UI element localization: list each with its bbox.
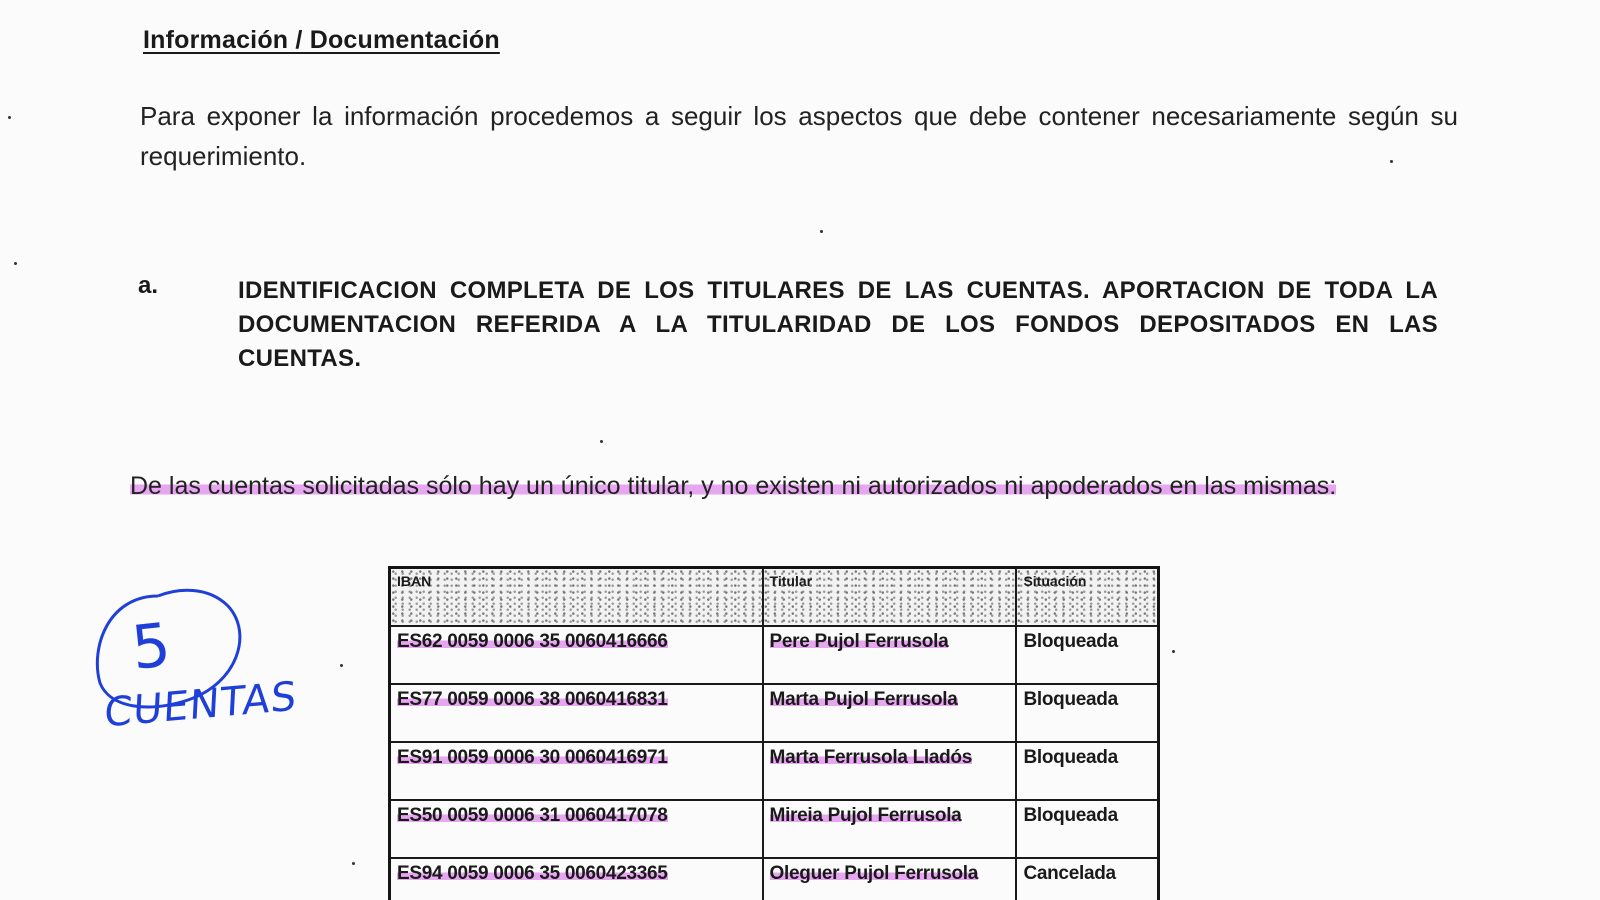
holder-cell: Marta Ferrusola Lladós [763, 742, 1017, 800]
scan-speck [14, 262, 17, 265]
column-header-status: Situación [1016, 568, 1158, 627]
list-item-text: IDENTIFICACION COMPLETA DE LOS TITULARES DE LAS CUENTAS. APORTACION DE TODA LA DOCUMENTACION REFERIDA A LA TITULARIDAD DE LOS FONDOS DEPOSITADOS EN LAS CUENTAS. [238, 277, 1438, 372]
table-row [390, 742, 1159, 800]
scan-speck [1390, 160, 1393, 163]
table-row [390, 684, 1159, 742]
section-heading: Información / Documentación [143, 26, 500, 54]
scan-speck [352, 862, 355, 865]
intro-paragraph: Para exponer la información procedemos a seguir los aspectos que debe contener necesariamente según su requerimiento. [140, 101, 1458, 171]
scan-speck [8, 116, 11, 119]
holder-cell: Pere Pujol Ferrusola [763, 626, 1017, 684]
list-item-letter: a. [138, 272, 159, 299]
column-header-iban: IBAN [390, 568, 763, 627]
iban-cell: ES50 0059 0006 31 0060417078 [390, 800, 763, 858]
holder-cell: Oleguer Pujol Ferrusola [763, 858, 1017, 900]
scan-speck [600, 440, 603, 443]
status-cell: Bloqueada [1016, 684, 1158, 742]
handwritten-number: 5 [128, 610, 174, 684]
table-row [390, 800, 1159, 858]
highlighted-paragraph [130, 466, 1456, 506]
holder-cell: Mireia Pujol Ferrusola [763, 800, 1017, 858]
iban-cell: ES77 0059 0006 38 0060416831 [390, 684, 763, 742]
status-cell: Bloqueada [1016, 800, 1158, 858]
scan-speck [820, 230, 823, 233]
iban-cell: ES62 0059 0006 35 0060416666 [390, 626, 763, 684]
status-cell: Cancelada [1016, 858, 1158, 900]
scan-speck [340, 664, 343, 667]
scan-speck [1172, 650, 1175, 653]
iban-cell: ES91 0059 0006 30 0060416971 [390, 742, 763, 800]
highlighted-text: De las cuentas solicitadas sólo hay un único titular, y no existen ni autorizados ni apoderados en las mismas: [130, 472, 1337, 500]
accounts-table [388, 566, 1160, 900]
status-cell: Bloqueada [1016, 742, 1158, 800]
holder-cell: Marta Pujol Ferrusola [763, 684, 1017, 742]
iban-cell: ES94 0059 0006 35 0060423365 [390, 858, 763, 900]
table-header-row [390, 568, 1159, 627]
handwritten-word: CUENTAS [103, 673, 299, 737]
table-row [390, 626, 1159, 684]
column-header-holder: Titular [763, 568, 1017, 627]
table-row [390, 858, 1159, 900]
status-cell: Bloqueada [1016, 626, 1158, 684]
